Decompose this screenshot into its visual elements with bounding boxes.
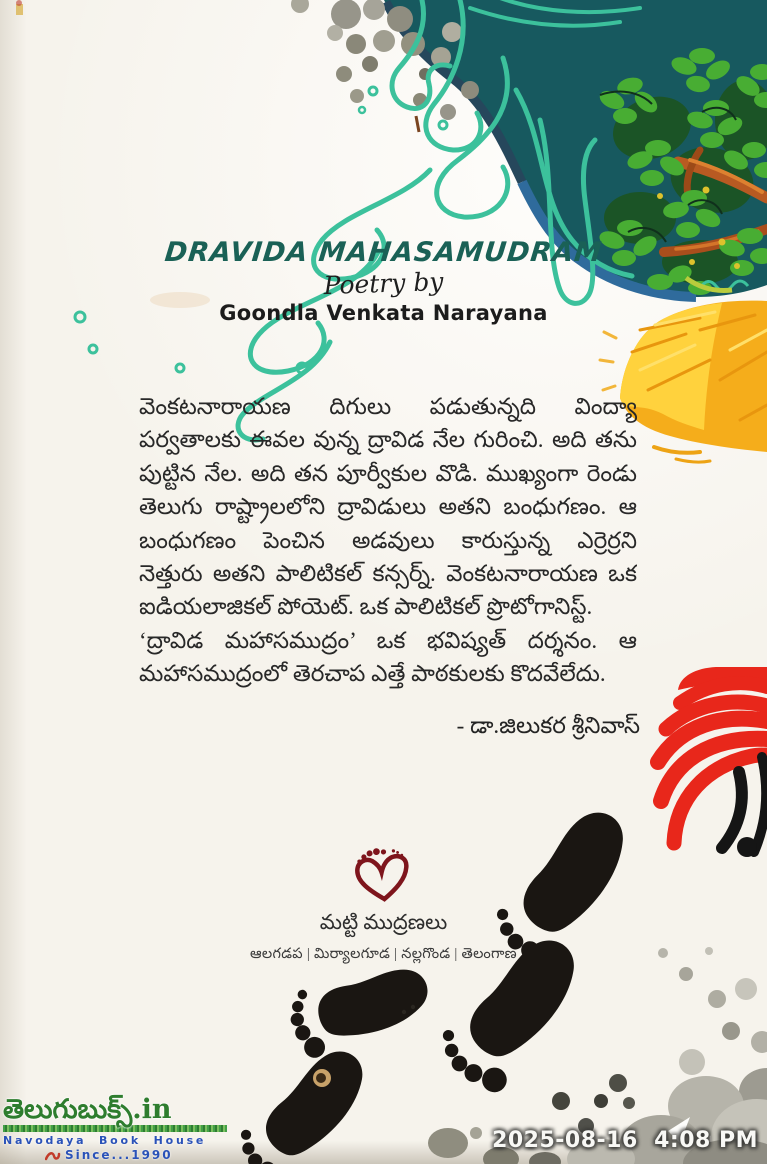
blurb-paragraph <box>139 390 637 691</box>
telugubooks-watermark <box>3 1096 243 1162</box>
grass-strip <box>3 1125 227 1132</box>
blurb-line: నెత్తురు అతని పాలిటికల్ కన్సర్న్. వెంకటనారాయణ ఒక <box>139 560 637 586</box>
publisher-block <box>0 847 767 966</box>
blurb-line: పర్వతాలకు ఈవల వున్న ద్రావిడ నేల గురించి. అది తను <box>139 427 637 453</box>
footprint-art <box>284 958 438 1061</box>
author-name: Goondla Venkata Narayana <box>219 301 548 325</box>
watermark-since-row <box>3 1148 243 1162</box>
blurb-line: వెంకటనారాయణ దిగులు పడుతున్నది వింద్యా <box>139 394 637 419</box>
book-title: DRAVIDA MAHASAMUDRAM <box>163 237 604 268</box>
camera-timestamp: 2025-08-16 4:08 PM <box>492 1128 758 1153</box>
blurb-line: మహాసముద్రంలో తెరచాప ఎత్తే పాఠకులకు కొదవేలేదు. <box>139 661 606 687</box>
title-block <box>0 237 767 325</box>
blurb-signature: - డా.జిలుకర శ్రీనివాస్ <box>456 713 640 738</box>
foot-heart-icon <box>346 844 422 909</box>
blurb-line: ఐడియలాజికల్ పోయెట్. ఒక పాలిటికల్ ప్రొటోగానిస్ట్. <box>139 594 593 620</box>
watermark-since: Since...1990 <box>65 1148 173 1163</box>
blurb-line: తెలుగు రాష్ట్రాలలోని ద్రావిడులు అతని బంధుగణం. ఆ <box>139 494 637 520</box>
watermark-store-name: Navodaya Book House <box>3 1134 207 1148</box>
red-palm-fronds-art <box>658 667 767 857</box>
blurb-line: ‘ద్రావిడ మహాసముద్రం’ ఒక భవిష్యత్ దర్శనం. ఆ <box>139 627 637 653</box>
corner-speck-art <box>16 0 23 15</box>
publisher-name: మట్టి ముద్రణలు <box>319 910 448 934</box>
since-icon <box>45 1150 61 1161</box>
blurb-line: పుట్టిన నేల. అది తన పూర్వీకుల వొడి. ముఖ్యంగా రెండు <box>139 460 637 486</box>
publisher-locations: ఆలగడప | మిర్యాలగూడ | నల్లగొండ | తెలంగాణ <box>250 946 517 962</box>
watermark-site-name: తెలుగుబుక్స్.in <box>3 1094 172 1125</box>
blurb-line: బంధుగణం పెంచిన అడవులు కారుస్తున్న ఎర్రెర్రని <box>139 527 637 553</box>
twig-art <box>416 116 419 132</box>
footprint-art <box>229 1037 387 1164</box>
subtitle-poetry-by: Poetry by <box>323 266 444 301</box>
